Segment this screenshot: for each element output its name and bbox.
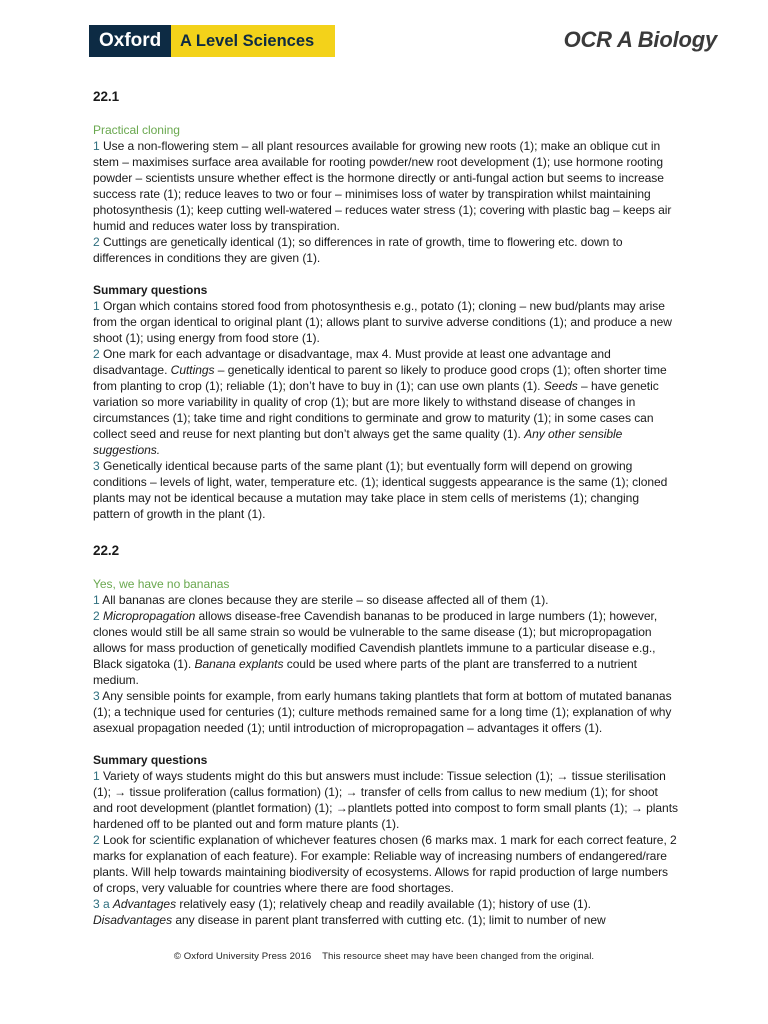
answer-text: Organ which contains stored food from photosynthesis e.g., potato (1); cloning – new bud/plants may arise from the organ identical to original plant (1); allows plant to survive adverse conditions (1); and produce a new shoot (1); using energy from food store (1). <box>93 299 672 345</box>
copyright-text: © Oxford University Press 2016 <box>173 951 312 962</box>
answer-text: Genetically identical because parts of the same plant (1); but eventually form will depend on growing conditions – levels of light, water, temperature etc. (1); identical suggests appearance is the same (1); cloned plants may not be identical because a mutation may take place in stem cells of meristems (1); changing pattern of growth in the plant (1). <box>93 459 668 521</box>
italic-term: Seeds <box>543 379 578 393</box>
page-header <box>89 25 719 59</box>
answer-paragraph <box>93 608 678 688</box>
answer-number: 2 <box>93 609 100 623</box>
answer-text: any disease in parent plant transferred with cutting etc. (1); limit to number of new <box>172 913 606 927</box>
italic-term: Banana explants <box>194 657 284 671</box>
italic-term: Advantages <box>112 897 177 911</box>
answer-text: Look for scientific explanation of whichever features chosen (6 marks max. 1 mark for each correct feature, 2 marks for explanation of each feature). For example: Reliable way of increasing numbers of endangered/rare plants. Will help towards maintaining biodiversity of ecosystems. Allows for rapid production of large numbers of crops, very valuable for countries where there are food shortages. <box>93 833 677 895</box>
answer-paragraph <box>93 768 678 832</box>
answer-text: All bananas are clones because they are sterile – so disease affected all of them (1). <box>102 593 549 607</box>
answer-paragraph <box>93 234 678 266</box>
answer-text: Cuttings are genetically identical (1); so differences in rate of growth, time to flowering etc. down to differences in conditions they are given (1). <box>93 235 623 265</box>
answer-number: 2 <box>93 235 100 249</box>
answer-text: Any sensible points for example, from early humans taking plantlets that form at bottom of mutated bananas (1); a technique used for centuries (1); culture methods remained same for a long time (1); explanation of why asexual propagation needed (1); until introduction of micropropagation – advantages it offers (1). <box>93 689 672 735</box>
answer-number: 1 <box>93 139 100 153</box>
logo-series-text: A Level Sciences <box>171 25 335 57</box>
oxford-a-level-sciences-logo <box>89 25 335 57</box>
section-heading-22-2: 22.2 <box>93 543 120 558</box>
answer-paragraph <box>93 458 678 522</box>
answer-text: – have genetic variation so more variability in quality of crop (1); but are more likely to withstand disease of changes in circumstances (1); take time and right conditions to germinate and grow to maturity (1); in some cases can collect seed and reuse for next planting but don’t always get the same quality (1). <box>93 379 659 441</box>
answer-number: 3 <box>93 459 100 473</box>
answer-paragraph <box>93 832 678 896</box>
answer-number: 2 <box>93 833 100 847</box>
answer-text: allows disease-free Cavendish bananas to be produced in large numbers (1); however, clones would still be all same strain so would be vulnerable to the same disease (1); but micropropagation allows for mass production of genetically modified Cavendish plantlets immune to a particular disease e.g., Black sigatoka (1). <box>93 609 658 671</box>
section-heading-22-1: 22.1 <box>93 89 120 104</box>
summary-questions-heading: Summary questions <box>93 753 208 767</box>
italic-term: Disadvantages <box>93 913 173 927</box>
answer-number: 3 <box>93 689 100 703</box>
answer-paragraph <box>93 298 678 346</box>
answer-paragraph <box>93 346 678 458</box>
italic-term: Cuttings <box>170 363 215 377</box>
answer-text: One mark for each advantage or disadvantage, max 4. Must provide at least one advantage and disadvantage. <box>93 347 611 377</box>
answer-number: 1 <box>93 299 100 313</box>
italic-term: Micropropagation <box>102 609 196 623</box>
subject-title: OCR A Biology <box>563 27 717 52</box>
answer-number: 2 <box>93 347 100 361</box>
answer-text: Use a non-flowering stem – all plant resources available for growing new roots (1); make an oblique cut in stem – maximises surface area available for rooting powder/new root development (1); use hormone rooting powder – scientists unsure whether effect is the hormone directly or anti-fungal action but seems to increase success rate (1); reduce leaves to two or four – minimises loss of water by transpiration whilst maintaining photosynthesis (1); keep cutting well-watered – reduces water stress (1); covering with plastic bag – keeps air humid and reduces water loss by transpiration. <box>93 139 672 233</box>
answer-paragraph <box>93 592 678 608</box>
answer-paragraph <box>93 688 678 736</box>
answer-paragraph <box>93 138 678 234</box>
practical-title: Practical cloning <box>93 123 180 137</box>
answer-text: relatively easy (1); relatively cheap and readily available (1); history of use (1). <box>176 897 591 911</box>
page-footer <box>0 951 768 962</box>
practical-title: Yes, we have no bananas <box>93 577 230 591</box>
summary-questions-heading: Summary questions <box>93 283 208 297</box>
answer-number: 3 a <box>93 897 110 911</box>
answer-paragraph <box>93 896 678 928</box>
answer-number: 1 <box>93 769 100 783</box>
footer-note: This resource sheet may have been changed from the original. <box>322 951 595 962</box>
answer-text: – genetically identical to parent so likely to produce good crops (1); often shorter time from planting to crop (1); reliable (1); don’t have to buy in (1); can use own plants (1). <box>93 363 667 393</box>
answer-number: 1 <box>93 593 100 607</box>
answer-text: Variety of ways students might do this but answers must include: Tissue selection (1); → tissue sterilisation (1); → tissue proliferation (callus formation) (1); → transfer of cells from callus to new medium (1); for shoot and root development (plantlet formation) (1); →plantlets potted into compost to form small plants (1); → plants hardened off to be planted out and form mature plants (1). <box>93 769 678 831</box>
logo-oxford-text: Oxford <box>89 25 171 57</box>
answer-text: could be used where parts of the plant are transferred to a nutrient medium. <box>93 657 637 687</box>
italic-note: Any other sensible suggestions. <box>93 427 623 457</box>
answers-content <box>93 88 678 928</box>
